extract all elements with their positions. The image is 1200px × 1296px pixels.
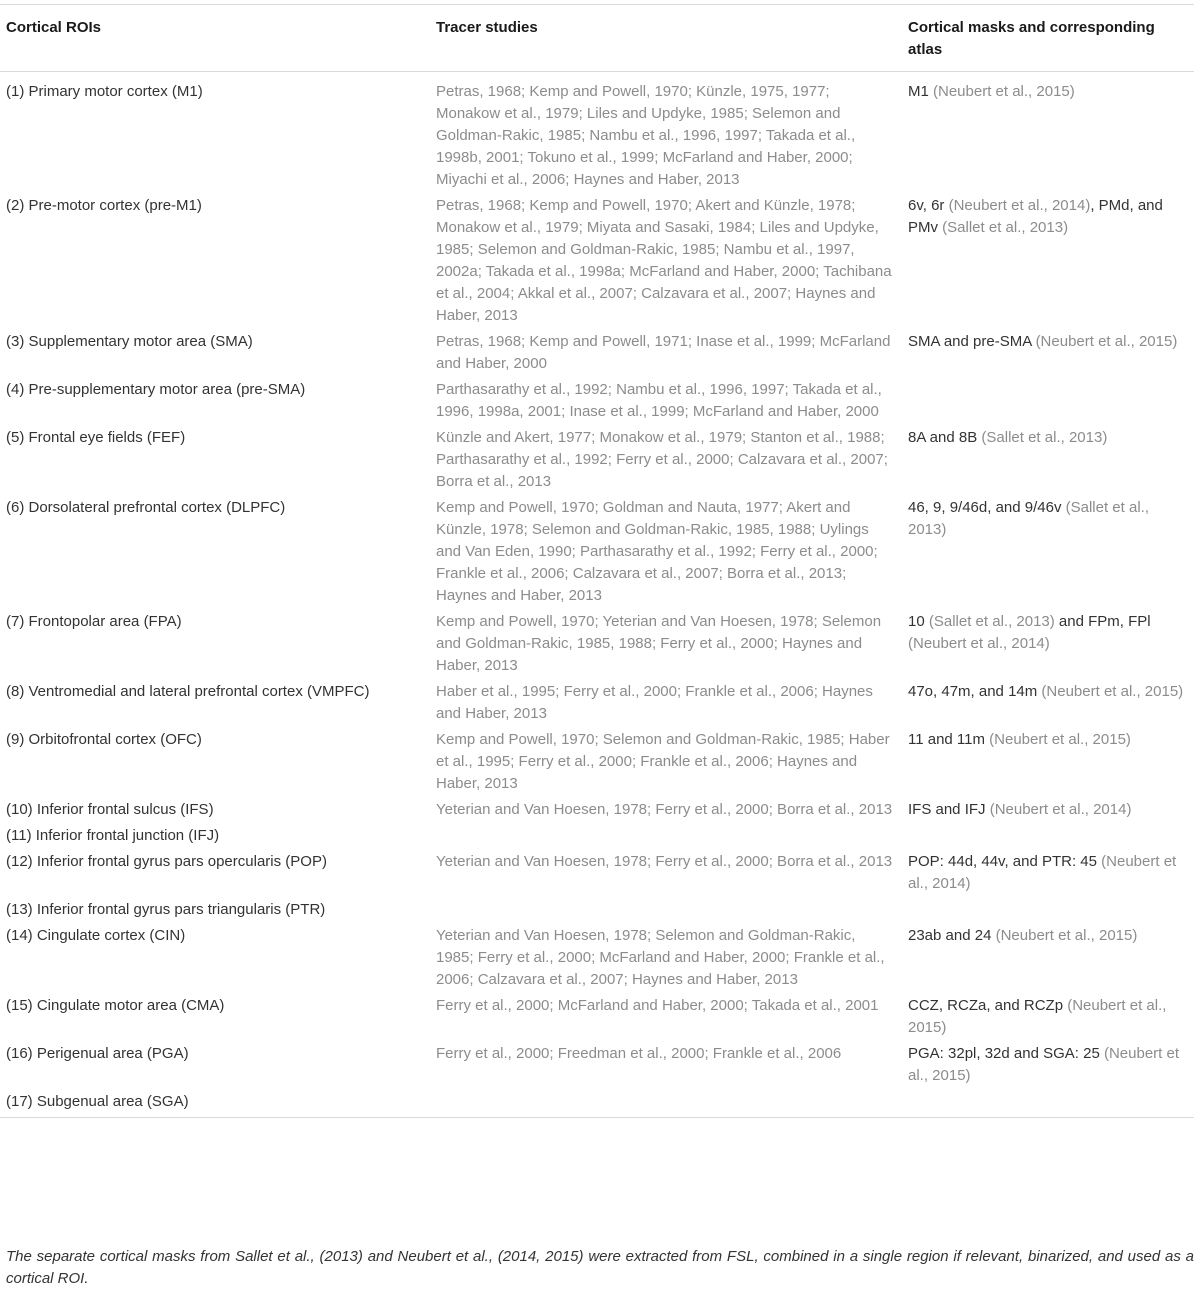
cell-roi: (4) Pre-supplementary motor area (pre-SMA) — [6, 381, 306, 398]
cell-roi: (11) Inferior frontal junction (IFJ) — [6, 827, 220, 844]
mask-text: 11 and 11m — [908, 731, 990, 748]
cell-cortical-mask — [902, 377, 1194, 425]
cell-cortical-mask — [902, 727, 1194, 797]
table-row — [0, 849, 1194, 897]
table-row — [0, 72, 1194, 194]
cell-tracer-studies: Haber et al., 1995; Ferry et al., 2000; Frankle et al., 2006; Haynes and Haber, 2013 — [436, 683, 873, 722]
mask-text: 6v, 6r — [908, 197, 949, 214]
mask-citation: (Neubert et al., 2015) — [989, 731, 1131, 748]
cell-tracer-studies: Kemp and Powell, 1970; Goldman and Nauta, 1977; Akert and Künzle, 1978; Selemon and Goldman-Rakic, 1985, 1988; Uylings and Van Eden, 1990; Parthasarathy et al., 1992; Ferry et al., 2000; Frankle et al., 2006; Calzavara et al., 2007; Borra et al., 2013; Haynes and Haber, 2013 — [436, 499, 878, 604]
cell-cortical-mask — [902, 609, 1194, 679]
table-row — [0, 495, 1194, 609]
cell-tracer-studies: Petras, 1968; Kemp and Powell, 1971; Inase et al., 1999; McFarland and Haber, 2000 — [436, 333, 891, 372]
header-tracer-studies: Tracer studies — [430, 5, 902, 72]
cell-roi: (1) Primary motor cortex (M1) — [6, 83, 203, 100]
mask-text: POP: 44d, 44v, and PTR: 45 — [908, 853, 1102, 870]
mask-text: IFS and IFJ — [908, 801, 990, 818]
cell-roi: (17) Subgenual area (SGA) — [0, 1089, 430, 1118]
cell-roi: (6) Dorsolateral prefrontal cortex (DLPFC) — [6, 499, 286, 516]
mask-text: M1 — [908, 83, 934, 100]
cell-cortical-mask — [902, 329, 1194, 377]
mask-text: SMA and pre-SMA — [908, 333, 1036, 350]
table-footnote: The separate cortical masks from Sallet et al., (2013) and Neubert et al., (2014, 2015) were extracted from FSL, combined in a single region if relevant, binarized, and used as a cortical ROI. — [6, 1248, 1194, 1287]
table-row — [0, 679, 1194, 727]
cell-cortical-mask — [902, 897, 1194, 923]
table-row — [0, 425, 1194, 495]
cell-tracer-studies: Künzle and Akert, 1977; Monakow et al., 1979; Stanton et al., 1988; Parthasarathy et al., 1992; Ferry et al., 2000; Calzavara et al., 2007; Borra et al., 2013 — [436, 429, 888, 490]
cell-roi: (10) Inferior frontal sulcus (IFS) — [6, 801, 214, 818]
mask-text: 8A and 8B — [908, 429, 982, 446]
cell-roi: (2) Pre-motor cortex (pre-M1) — [6, 197, 202, 214]
table-row — [0, 923, 1194, 993]
mask-citation: (Neubert et al., 2015) — [908, 1045, 1180, 1084]
cell-cortical-mask — [902, 72, 1194, 194]
cell-roi: (9) Orbitofrontal cortex (OFC) — [6, 731, 202, 748]
cell-roi: (16) Perigenual area (PGA) — [6, 1045, 189, 1062]
cell-cortical-mask — [902, 923, 1194, 993]
cell-cortical-mask — [902, 425, 1194, 495]
mask-text: , PMd, and PMv — [908, 197, 1163, 236]
table-row — [0, 823, 1194, 849]
cell-tracer-studies: Kemp and Powell, 1970; Yeterian and Van Hoesen, 1978; Selemon and Goldman-Rakic, 1985, 1988; Ferry et al., 2000; Haynes and Haber, 2013 — [436, 613, 882, 674]
mask-citation: (Sallet et al., 2013) — [942, 219, 1069, 236]
table-row — [0, 993, 1194, 1041]
table-row — [0, 377, 1194, 425]
cell-roi: (13) Inferior frontal gyrus pars triangularis (PTR) — [6, 901, 326, 918]
table-row — [0, 609, 1194, 679]
cell-tracer-studies — [430, 823, 902, 849]
cell-tracer-studies — [430, 897, 902, 923]
mask-citation: (Sallet et al., 2013) — [928, 613, 1055, 630]
header-row — [0, 5, 1194, 72]
cell-tracer-studies: Petras, 1968; Kemp and Powell, 1970; Akert and Künzle, 1978; Monakow et al., 1979; Miyata and Sasaki, 1984; Liles and Updyke, 1985; Selemon and Goldman-Rakic, 1985; Nambu et al., 1997, 2002a; Takada et al., 1998a; McFarland and Haber, 2000; Tachibana et al., 2004; Akkal et al., 2007; Calzavara et al., 2007; Haynes and Haber, 2013 — [436, 197, 892, 324]
cell-cortical-mask — [902, 993, 1194, 1041]
header-cortical-rois: Cortical ROIs — [0, 5, 430, 72]
cell-roi: (14) Cingulate cortex (CIN) — [6, 927, 186, 944]
cell-cortical-mask — [902, 495, 1194, 609]
table-row — [0, 897, 1194, 923]
cell-cortical-mask — [902, 849, 1194, 897]
cell-roi: (7) Frontopolar area (FPA) — [6, 613, 182, 630]
header-cortical-masks: Cortical masks and corresponding atlas — [902, 5, 1194, 72]
cell-tracer-studies: Kemp and Powell, 1970; Selemon and Goldman-Rakic, 1985; Haber et al., 1995; Ferry et al., 2000; Frankle et al., 2006; Haynes and Haber, 2013 — [436, 731, 890, 792]
cell-roi: (5) Frontal eye fields (FEF) — [6, 429, 186, 446]
table-row — [0, 193, 1194, 329]
table-row — [0, 797, 1194, 823]
cell-tracer-studies: Ferry et al., 2000; McFarland and Haber, 2000; Takada et al., 2001 — [436, 997, 879, 1014]
mask-citation: (Neubert et al., 2015) — [1041, 683, 1184, 700]
mask-citation: (Neubert et al., 2015) — [933, 83, 1075, 100]
cell-roi: (15) Cingulate motor area (CMA) — [6, 997, 225, 1014]
mask-text: and FPm, FPl — [1054, 613, 1151, 630]
mask-text: 46, 9, 9/46d, and 9/46v — [908, 499, 1066, 516]
table-header — [0, 5, 1194, 72]
cell-tracer-studies: Petras, 1968; Kemp and Powell, 1970; Künzle, 1975, 1977; Monakow et al., 1979; Liles and Updyke, 1985; Selemon and Goldman-Rakic, 1985; Nambu et al., 1996, 1997; Takada et al., 1998b, 2001; Tokuno et al., 1999; McFarland and Haber, 2000; Miyachi et al., 2006; Haynes and Haber, 2013 — [436, 83, 856, 188]
mask-text: CCZ, RCZa, and RCZp — [908, 997, 1068, 1014]
mask-text: 23ab and 24 — [908, 927, 996, 944]
cell-roi: (8) Ventromedial and lateral prefrontal cortex (VMPFC) — [6, 683, 370, 700]
mask-citation: (Neubert et al., 2014) — [989, 801, 1132, 818]
cell-cortical-mask — [902, 193, 1194, 329]
cell-cortical-mask — [902, 797, 1194, 823]
cortical-roi-table — [0, 4, 1194, 1118]
cell-cortical-mask — [902, 1041, 1194, 1089]
table-row — [0, 727, 1194, 797]
cell-cortical-mask — [902, 823, 1194, 849]
table-row — [0, 329, 1194, 377]
cell-cortical-mask — [902, 1089, 1194, 1118]
cell-tracer-studies: Parthasarathy et al., 1992; Nambu et al., 1996, 1997; Takada et al., 1996, 1998a, 2001; Inase et al., 1999; McFarland and Haber, 2000 — [436, 381, 882, 420]
cell-tracer-studies: Yeterian and Van Hoesen, 1978; Selemon and Goldman-Rakic, 1985; Ferry et al., 2000; McFarland and Haber, 2000; Frankle et al., 2006; Calzavara et al., 2007; Haynes and Haber, 2013 — [436, 927, 885, 988]
mask-citation: (Neubert et al., 2015) — [995, 927, 1138, 944]
cell-tracer-studies: Yeterian and Van Hoesen, 1978; Ferry et al., 2000; Borra et al., 2013 — [436, 801, 893, 818]
cell-tracer-studies — [430, 1089, 902, 1118]
mask-citation: (Neubert et al., 2015) — [1035, 333, 1178, 350]
cell-tracer-studies: Ferry et al., 2000; Freedman et al., 2000; Frankle et al., 2006 — [436, 1045, 842, 1062]
mask-citation: (Neubert et al., 2014) — [908, 635, 1050, 652]
mask-citation: (Sallet et al., 2013) — [981, 429, 1108, 446]
mask-citation: (Neubert et al., 2014) — [948, 197, 1091, 214]
cell-roi: (12) Inferior frontal gyrus pars opercularis (POP) — [6, 853, 327, 870]
cell-roi: (3) Supplementary motor area (SMA) — [6, 333, 253, 350]
table-row — [0, 1089, 1194, 1118]
mask-citation: (Sallet et al., 2013) — [908, 499, 1149, 538]
table-body — [0, 72, 1194, 1118]
table-row — [0, 1041, 1194, 1089]
mask-text: PGA: 32pl, 32d and SGA: 25 — [908, 1045, 1104, 1062]
mask-citation: (Neubert et al., 2015) — [908, 997, 1167, 1036]
mask-citation: (Neubert et al., 2014) — [908, 853, 1177, 892]
mask-text: 47o, 47m, and 14m — [908, 683, 1042, 700]
cell-cortical-mask — [902, 679, 1194, 727]
cell-tracer-studies: Yeterian and Van Hoesen, 1978; Ferry et al., 2000; Borra et al., 2013 — [436, 853, 893, 870]
mask-text: 10 — [908, 613, 929, 630]
